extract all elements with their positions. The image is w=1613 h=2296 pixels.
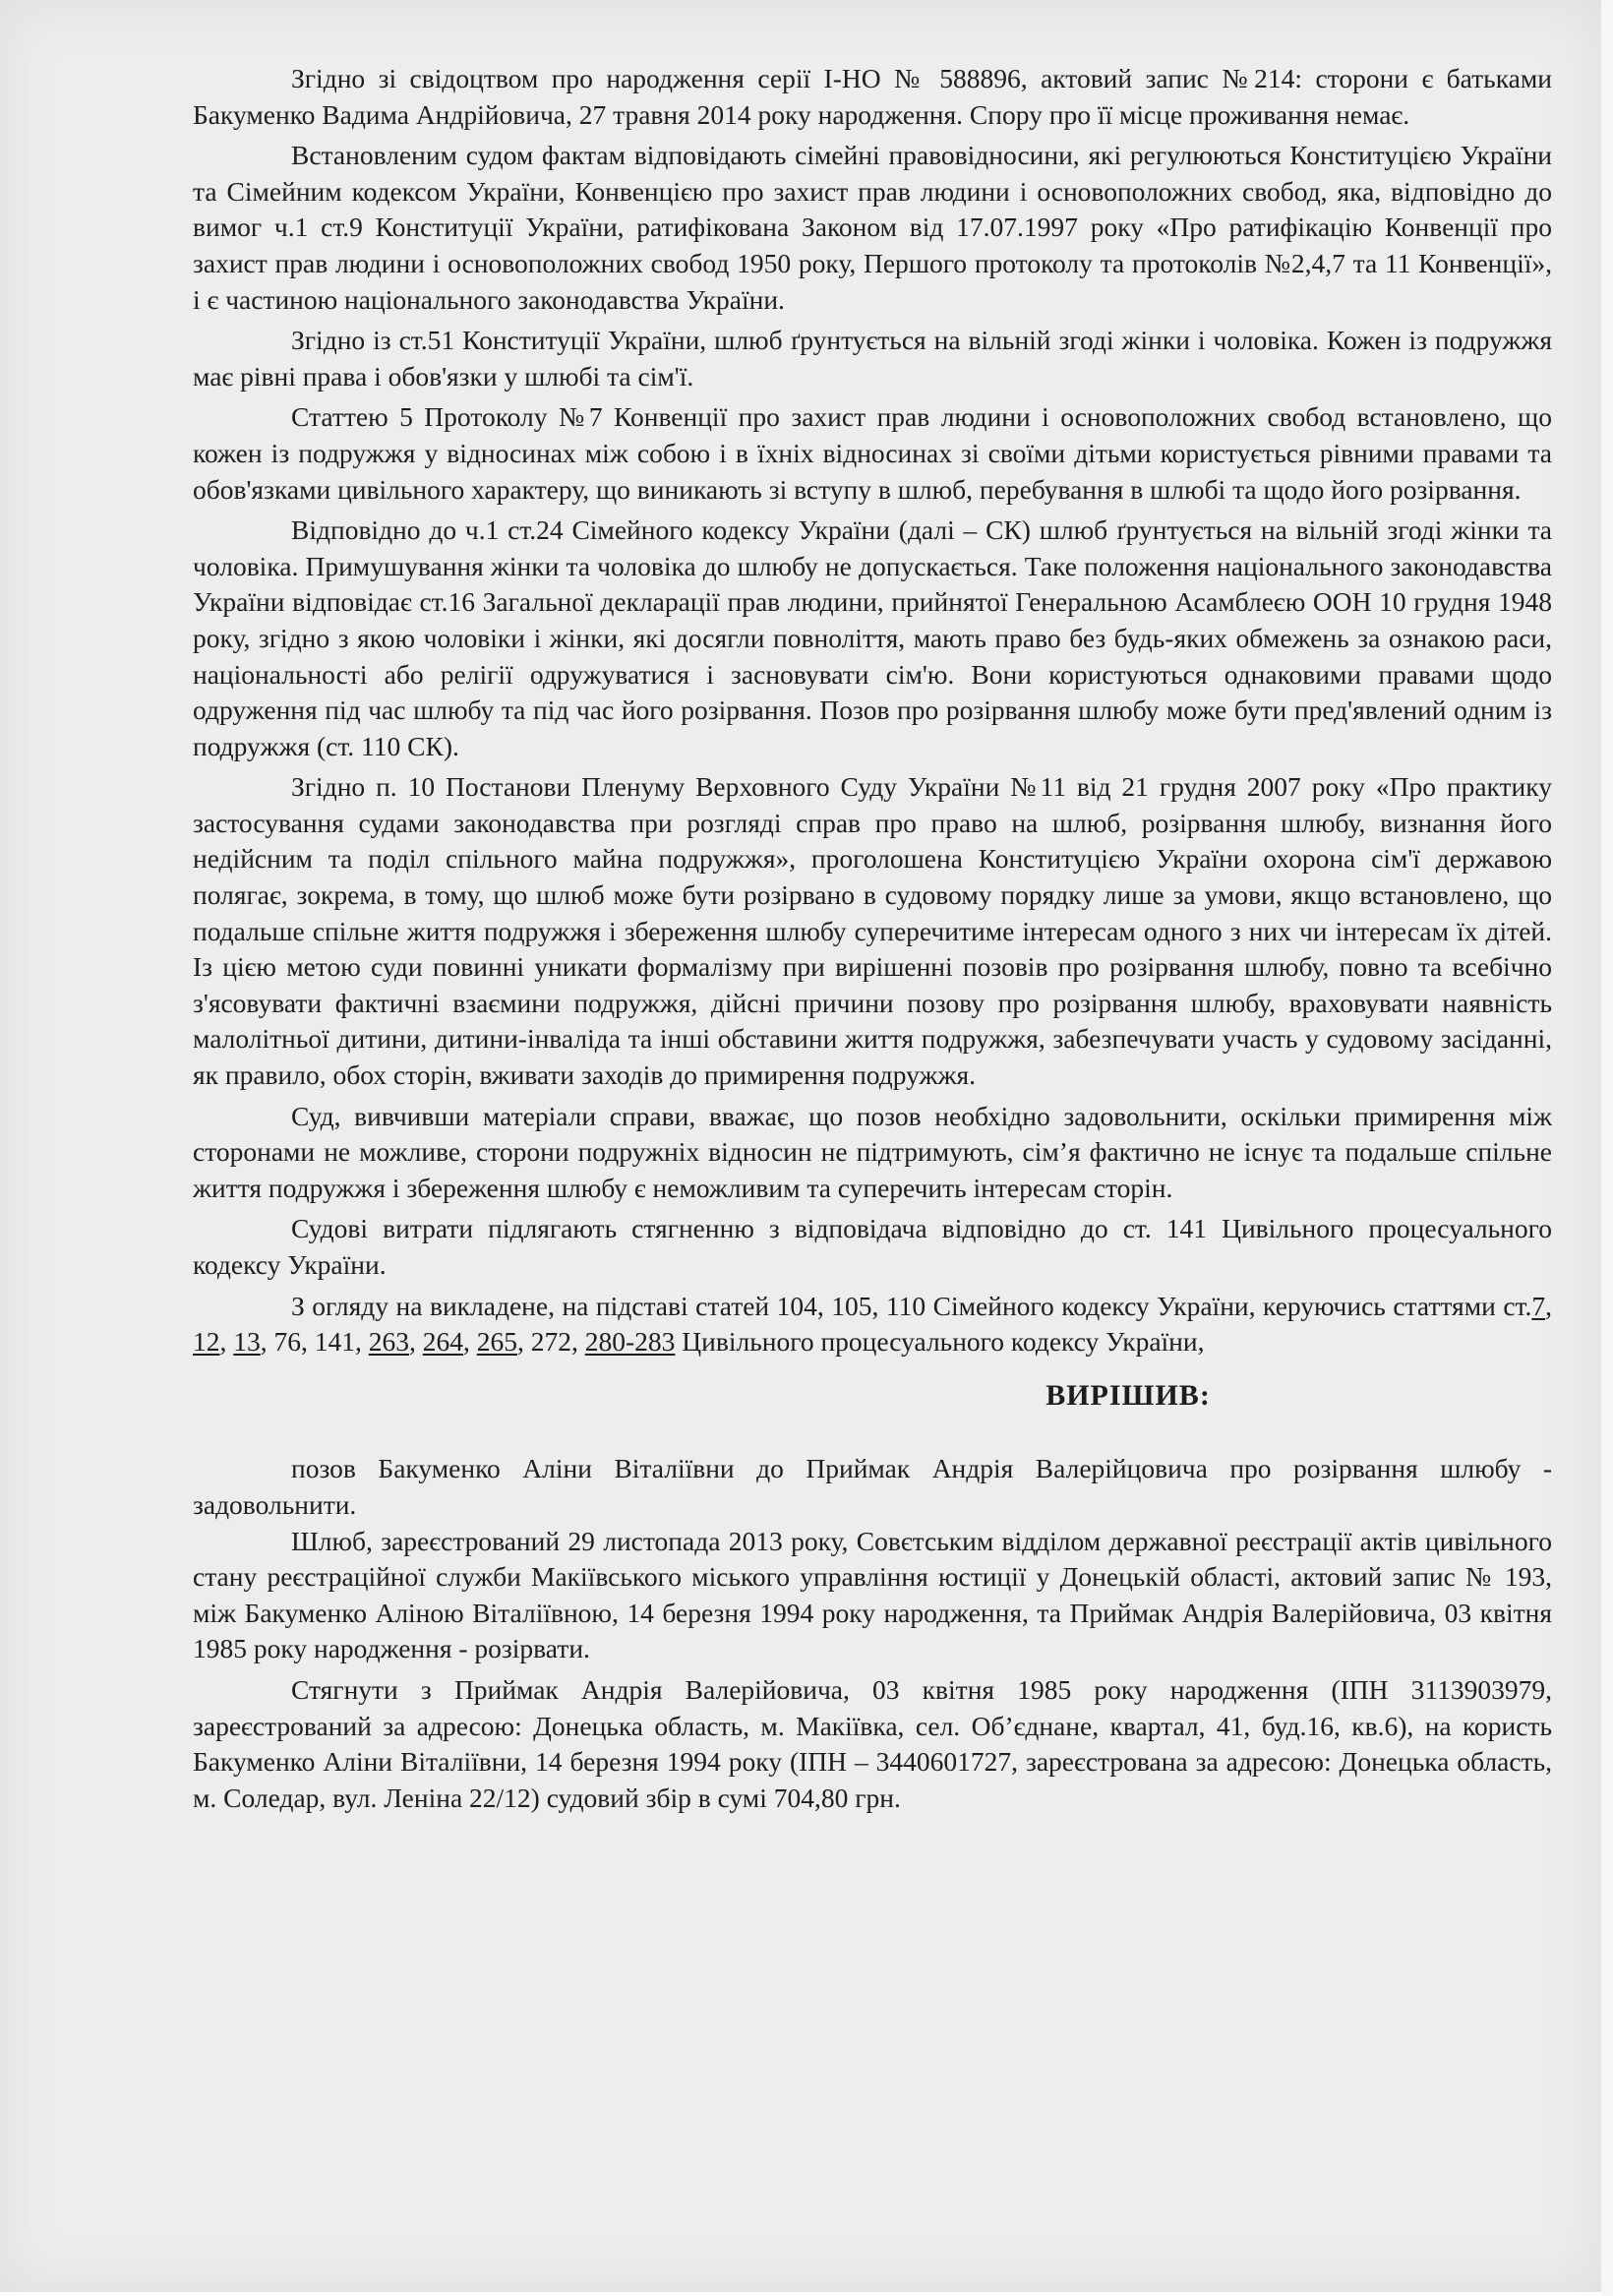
- separator: ,: [1545, 1290, 1552, 1321]
- article-link-12[interactable]: 12: [193, 1326, 220, 1358]
- ruling-marriage-dissolved: Шлюб, зареєстрований 29 листопада 2013 року, Совєтським відділом державної реєстрації актів цивільного стану реєстраційної служби Макіївського міського управління юстиції у Донецькій області, актовий запис № 193, між Бакуменко Аліною Віталіївною, 14 березня 1994 року народження, та Приймак Андрія Валерійовича, 03 квітня 1985 року народження - розірвати.: [193, 1525, 1552, 1664]
- article-link-13[interactable]: 13: [233, 1326, 261, 1358]
- ruling-court-fee: Стягнути з Приймак Андрія Валерійовича, 03 квітня 1985 року народження (ІПН 3113903979, зареєстрований за адресою: Донецька область, м. Макіївка, сел. Об’єднане, квартал, 41, буд.16, кв.6), на користь Бакуменко Аліни Віталіївни, 14 березня 1994 року (ІПН – 3440601727, зареєстрована за адресою: Донецька область, м. Соледар, вул. Леніна 22/12) судовий збір в сумі 704,80 грн.: [193, 1673, 1552, 1813]
- separator: , 272,: [517, 1326, 585, 1358]
- page-edge: [1601, 0, 1613, 2296]
- separator: ,: [409, 1326, 423, 1358]
- separator: , 76, 141,: [260, 1326, 369, 1358]
- paragraph-legal-basis: [193, 1289, 1552, 1360]
- paragraph-protocol-7: Статтею 5 Протоколу №7 Конвенції про захист прав людини і основоположних свобод встановлено, що кожен із подружжя у відносинах між собою і в їхніх відносинах зі своїми дітьми користується рівними правами та обов'язками цивільного характеру, що виникають зі вступу в шлюб, перебування в шлюбі та щодо його розірвання.: [193, 401, 1552, 505]
- article-link-263[interactable]: 263: [368, 1326, 409, 1358]
- article-link-265[interactable]: 265: [476, 1326, 517, 1358]
- decision-heading: ВИРІШИВ:: [1045, 1378, 1211, 1412]
- paragraph-birth-certificate: Згідно зі свідоцтвом про народження серії І-НО № 588896, актовий запис №214: сторони є батьками Бакуменко Вадима Андрійовича, 27 травня 2014 року народження. Спору про її місце проживання немає.: [193, 63, 1552, 130]
- separator: ,: [219, 1326, 234, 1358]
- article-link-7[interactable]: 7: [1531, 1290, 1546, 1321]
- paragraph-court-conclusion: Суд, вивчивши матеріали справи, вважає, що позов необхідно задовольнити, оскільки примирення між сторонами не можливе, сторони подружніх відносин не підтримують, сім’я фактично не існує та подальше спільне життя подружжя і збереження шлюбу є неможливим та суперечить інтересам сторін.: [193, 1100, 1552, 1203]
- document-body: [193, 61, 1552, 1821]
- separator: ,: [463, 1326, 477, 1358]
- ruling-claim-satisfied: позов Бакуменко Аліни Віталіївни до Приймак Андрія Валерійцовича про розірвання шлюбу - задовольнити.: [193, 1453, 1552, 1520]
- article-link-264[interactable]: 264: [422, 1326, 463, 1358]
- legal-basis-text-end: Цивільного процесуального кодексу України,: [675, 1326, 1205, 1358]
- paragraph-plenum-resolution: Згідно п. 10 Постанови Пленуму Верховного Суду України №11 від 21 грудня 2007 року «Про практику застосування судами законодавства при розгляді справ про право на шлюб, розірвання шлюбу, визнання його недійсним та поділ спільного майна подружжя», проголошена Конституцією України охорона сім'ї державою полягає, зокрема, в тому, що шлюб може бути розірвано в судовому порядку лише за умови, якщо встановлено, що подальше спільне життя подружжя і збереження шлюбу суперечитиме інтересам одного з них чи інтересам їх дітей. Із цією метою суди повинні уникати формалізму при вирішенні позовів про розірвання шлюбу, повно та всебічно з'ясовувати фактичні взаємини подружжя, дійсні причини позову про розірвання шлюбу, враховувати наявність малолітньої дитини, дитини-інваліда та інші обставини життя подружжя, забезпечувати участь у судовому засіданні, як правило, обох сторін, вживати заходів до примирення подружжя.: [193, 771, 1552, 1091]
- paragraph-legal-relations: Встановленим судом фактам відповідають сімейні правовідносини, які регулюються Конституцією України та Сімейним кодексом України, Конвенцією про захист прав людини і основоположних свобод, яка, відповідно до вимог ч.1 ст.9 Конституції України, ратифікована Законом від 17.07.1997 року «Про ратифікацію Конвенції про захист прав людини і основоположних свобод 1950 року, Першого протоколу та протоколів №2,4,7 та 11 Конвенції», і є частиною національного законодавства України.: [193, 140, 1552, 315]
- paragraph-constitution-art51: Згідно із ст.51 Конституції України, шлюб ґрунтується на вільній згоді жінки і чоловіка. Кожен із подружжя має рівні права і обов'язки у шлюбі та сім'ї.: [193, 325, 1552, 392]
- paragraph-family-code-art24: Відповідно до ч.1 ст.24 Сімейного кодексу України (далі – СК) шлюб ґрунтується на вільній згоді жінки та чоловіка. Примушування жінки та чоловіка до шлюбу не допускається. Таке положення національного законодавства України відповідає ст.16 Загальної декларації прав людини, прийнятої Генеральною Асамблеєю ООН 10 грудня 1948 року, згідно з якою чоловіки і жінки, які досягли повноліття, мають право без будь-яких обмежень за ознакою раси, національності або релігії одружуватися і засновувати сім'ю. Вони користуються однаковими правами щодо одруження під час шлюбу та під час його розірвання. Позов про розірвання шлюбу може бути пред'явлений одним із подружжя (ст. 110 СК).: [193, 514, 1552, 761]
- article-link-280-283[interactable]: 280-283: [584, 1326, 676, 1358]
- paragraph-court-costs: Судові витрати підлягають стягненню з відповідача відповідно до ст. 141 Цивільного процесуального кодексу України.: [193, 1213, 1552, 1280]
- legal-basis-text: З огляду на викладене, на підставі статей 104, 105, 110 Сімейного кодексу України, керуючись статтями ст.: [291, 1290, 1532, 1321]
